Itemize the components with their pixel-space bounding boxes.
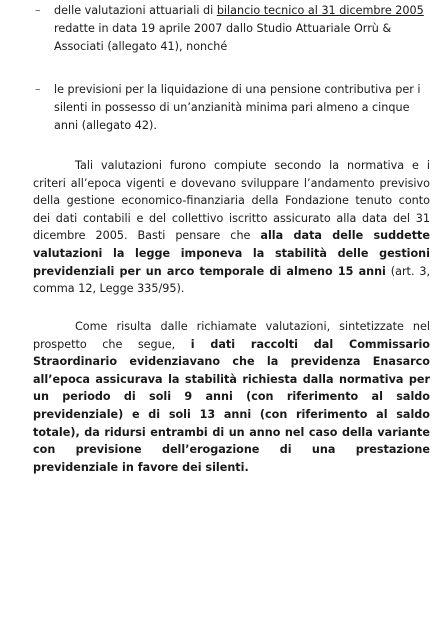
bullet-item-valutazioni bbox=[35, 2, 430, 56]
paragraph-normal-text: Come risulta dalle richiamate valutazioni, sintetizzate nel prospetto che segue, bbox=[33, 320, 430, 351]
bullet-text-pre: delle valutazioni attuariali di bbox=[54, 4, 217, 17]
bullet-text-post: redatte in data 19 aprile 2007 dallo Studio Attuariale Orrù & Associati (allegato 41), nonché bbox=[54, 22, 392, 53]
paragraph-commissario bbox=[33, 318, 430, 476]
bullet-dash: – bbox=[35, 83, 41, 96]
underlined-text: bilancio tecnico al 31 dicembre 2005 bbox=[216, 4, 424, 17]
bullet-item-previsioni bbox=[35, 81, 430, 135]
paragraph-normal-text: Tali valutazioni furono compiute secondo la normativa e i criteri all’epoca vigenti e dovevano sviluppare l’andamento previsivo della gestione economico-finanziaria della Fondazione tenuto conto dei dati contabili e del collettivo iscritto assicurato alla data del 31 dicembre 2005. Basti pensare che bbox=[33, 159, 430, 243]
bullet-text bbox=[54, 2, 430, 56]
paragraph-bold-text: alla data delle suddette valutazioni la legge imponeva la stabilità delle gestioni previdenziali per un arco temporale di almeno 15 anni bbox=[33, 229, 430, 278]
bullet-text: le previsioni per la liquidazione di una pensione contributiva per i silenti in possesso di un’anzianità minima pari almeno a cinque anni (allegato 42). bbox=[54, 83, 421, 132]
bullet-dash: – bbox=[35, 4, 41, 17]
paragraph-normal-text-end: (art. 3, comma 12, Legge 335/95). bbox=[33, 264, 430, 296]
paragraph-valutazioni bbox=[33, 157, 430, 298]
paragraph-bold-text: i dati raccolti dal Commissario Straordinario evidenziavano che la previdenza Enasarco all’epoca assicurava la stabilità richiesta dalla normativa per un periodo di soli 9 anni (con riferimento al saldo previdenziale) e di soli 13 anni (con riferimento al saldo totale), da ridursi entrambi di un anno nel caso della variante con previsione dell’erogazione di una prestazione previdenziale in favore dei silenti. bbox=[33, 337, 430, 474]
